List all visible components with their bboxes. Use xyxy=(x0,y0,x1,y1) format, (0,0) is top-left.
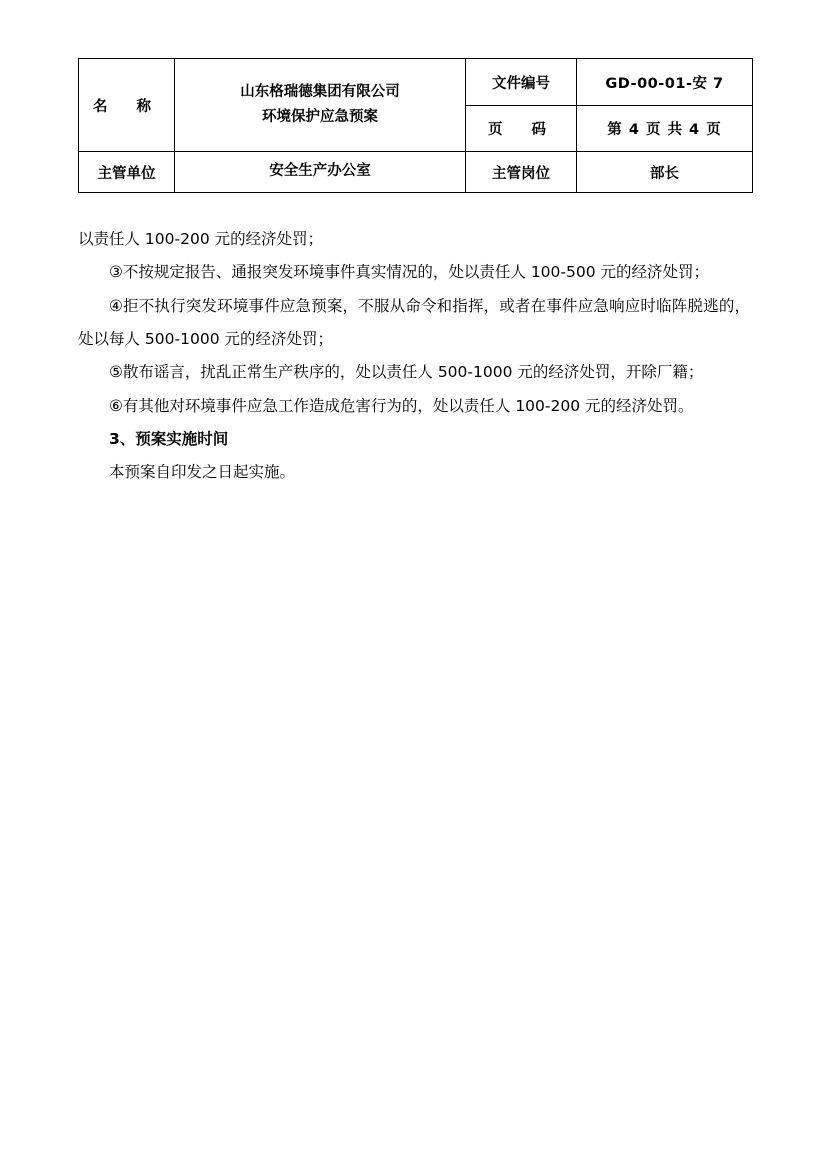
section-heading-3: 3、预案实施时间 xyxy=(109,429,229,448)
paragraph-item-3: ③不按规定报告、通报突发环境事件真实情况的，处以责任人 100-500 元的经济处罚； xyxy=(109,263,710,282)
dept-value-cell: 安全生产办公室 xyxy=(175,152,466,193)
document-header-table xyxy=(78,58,753,193)
document-body xyxy=(78,223,750,490)
post-value-cell: 部长 xyxy=(577,152,753,193)
table-row xyxy=(79,59,753,106)
company-name-cell xyxy=(175,59,466,152)
page-label-text: 页 码 xyxy=(488,122,546,138)
name-label-cell xyxy=(79,59,175,152)
company-line-2: 环境保护应急预案 xyxy=(262,109,378,125)
post-label-cell: 主管岗位 xyxy=(466,152,577,193)
page-value-cell: 第 4 页 共 4 页 xyxy=(577,106,753,152)
table-row xyxy=(79,152,753,193)
name-label-text: 名 称 xyxy=(93,98,151,115)
doc-no-label-cell: 文件编号 xyxy=(466,59,577,106)
company-line-1: 山东格瑞德集团有限公司 xyxy=(240,83,400,100)
page-label-cell xyxy=(466,106,577,152)
paragraph-item-4: ④拒不执行突发环境事件应急预案，不服从命令和指挥，或者在事件应急响应时临阵脱逃的，处以每人 500-1000 元的经济处罚； xyxy=(78,296,750,348)
doc-no-value-cell: GD-00-01-安 7 xyxy=(577,59,753,106)
paragraph-item-6: ⑥有其他对环境事件应急工作造成危害行为的，处以责任人 100-200 元的经济处罚。 xyxy=(109,396,694,415)
paragraph-continuation: 以责任人 100-200 元的经济处罚； xyxy=(78,230,324,248)
paragraph-implementation: 本预案自印发之日起实施。 xyxy=(109,463,296,482)
dept-label-cell: 主管单位 xyxy=(79,152,175,193)
paragraph-item-5: ⑤散布谣言，扰乱正常生产秩序的，处以责任人 500-1000 元的经济处罚，开除厂籍； xyxy=(109,363,704,382)
